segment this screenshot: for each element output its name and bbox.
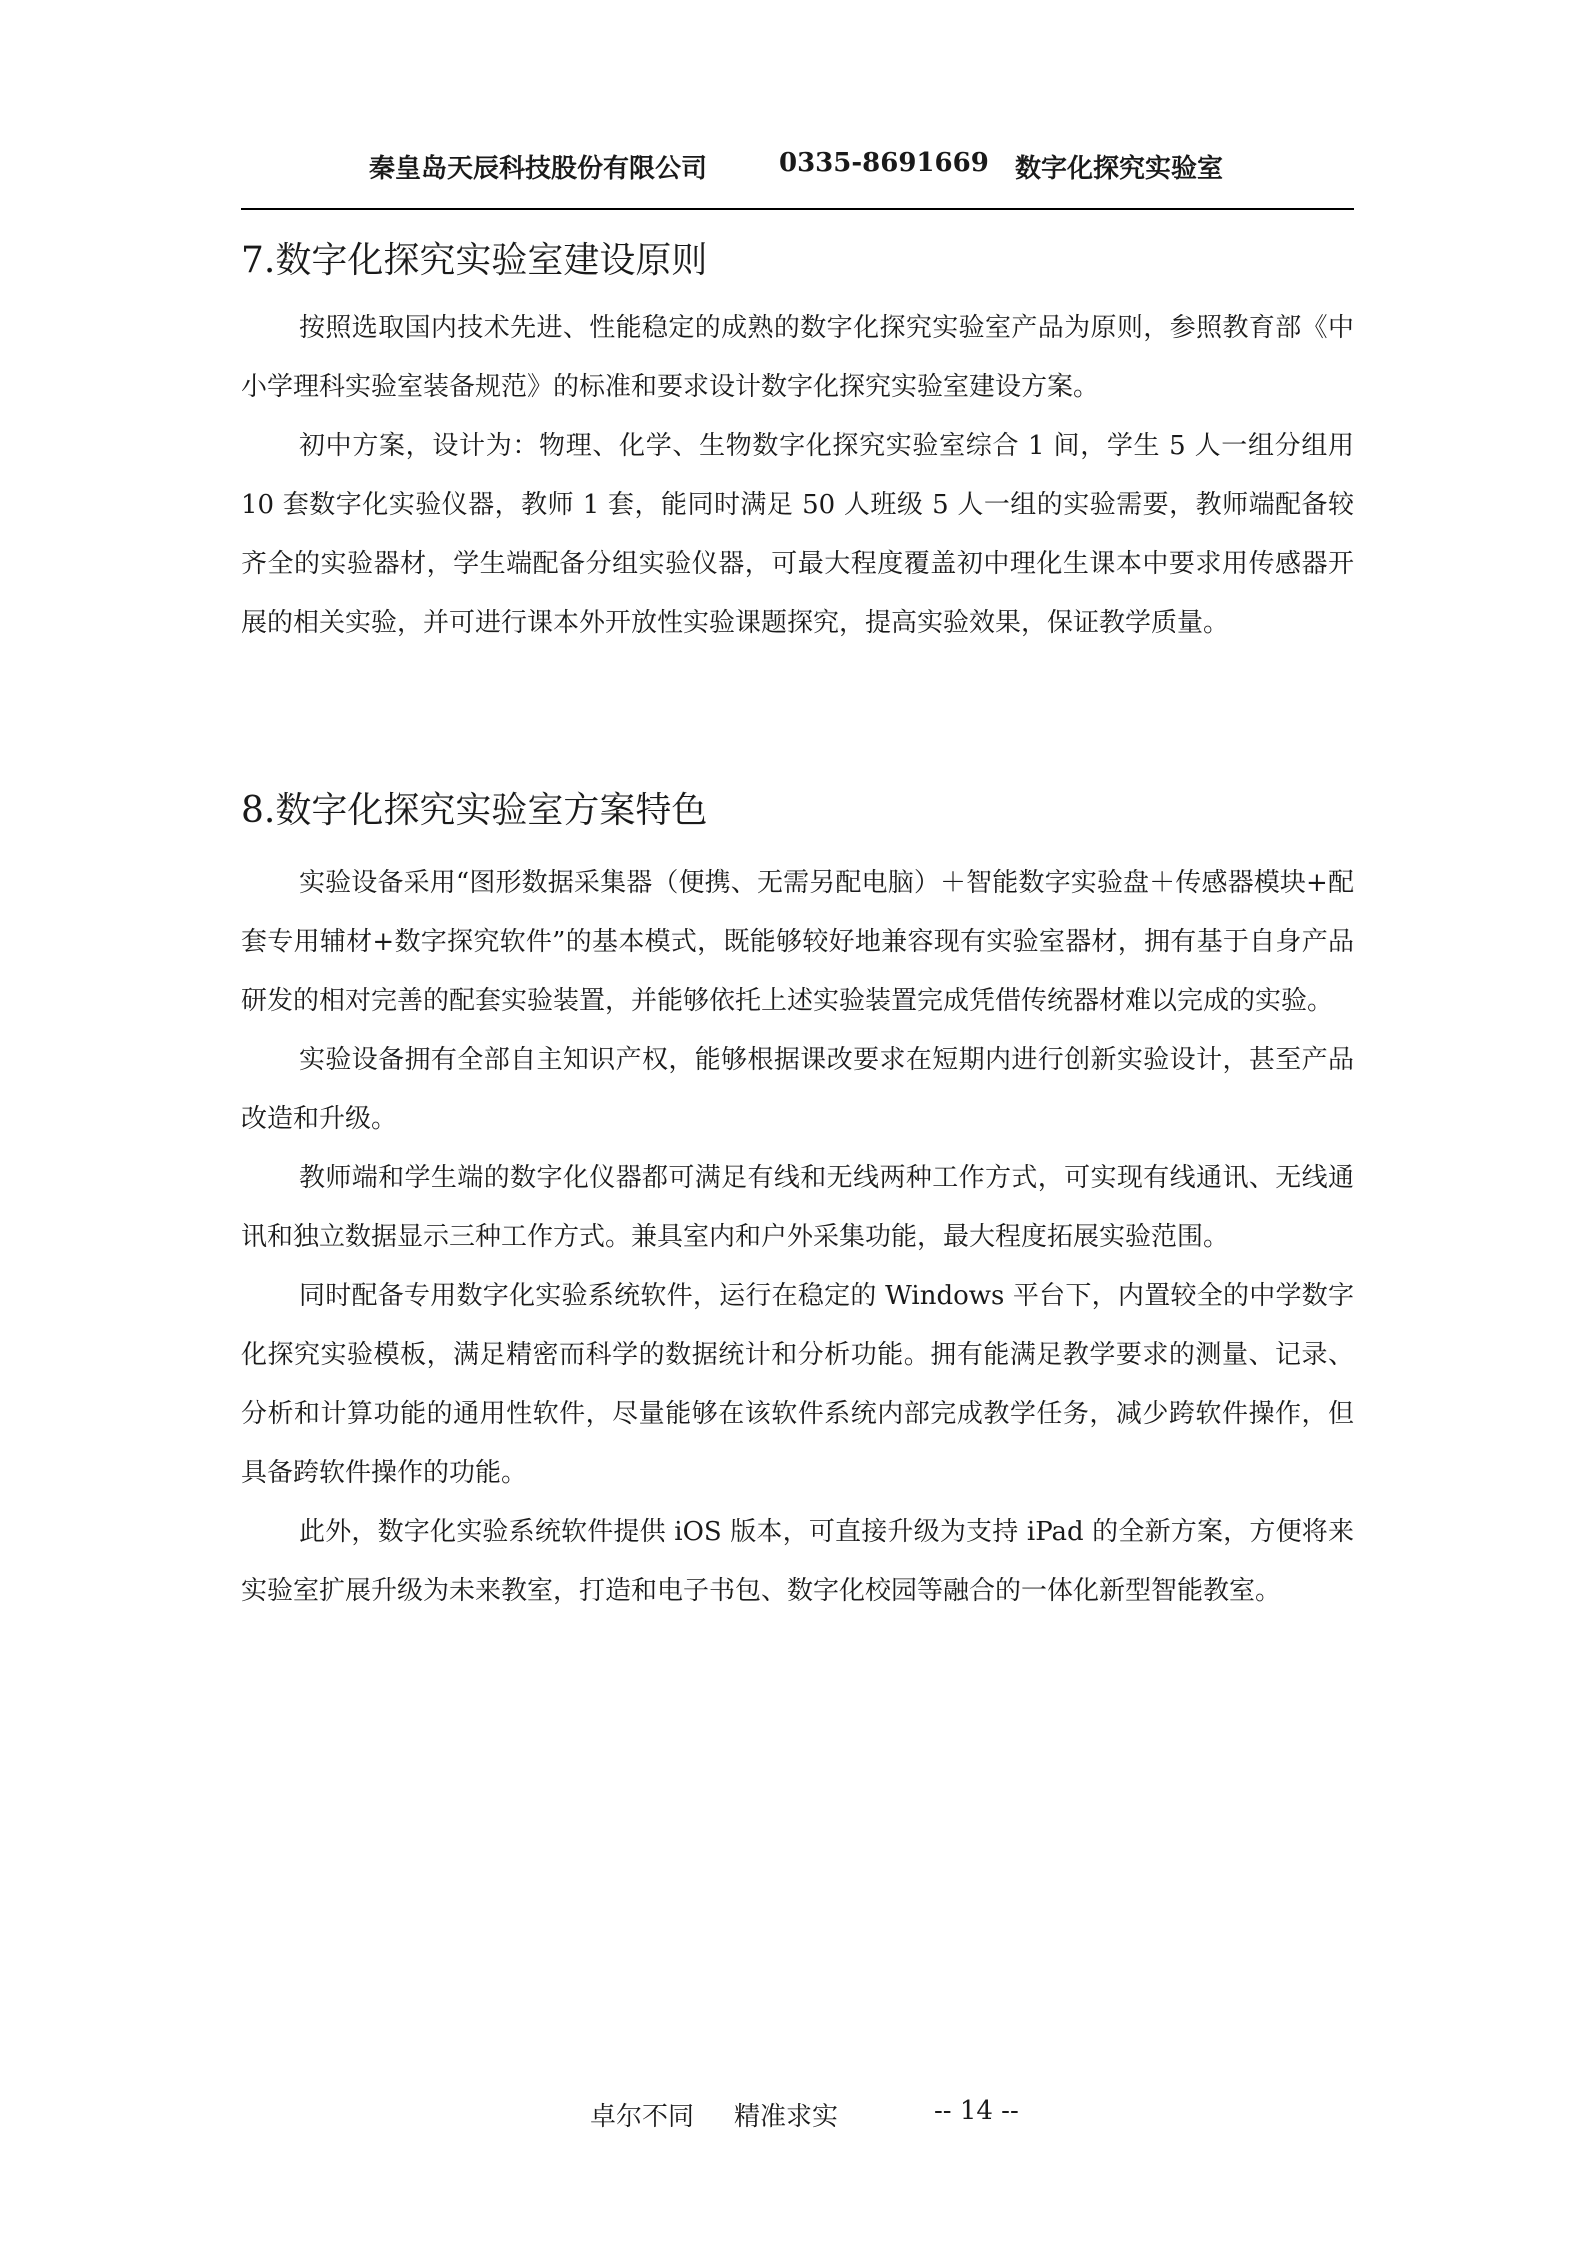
section-8-title: 8.数字化探究实验室方案特色 [241, 790, 708, 831]
paragraph: 此外，数字化实验系统软件提供 iOS 版本，可直接升级为支持 iPad 的全新方案，方便将来实验室扩展升级为未来教室，打造和电子书包、数字化校园等融合的一体化新型智能教室。 [241, 1517, 1354, 1606]
paragraph: 同时配备专用数字化实验系统软件，运行在稳定的 Windows 平台下，内置较全的中学数字化探究实验模板，满足精密而科学的数据统计和分析功能。拥有能满足教学要求的测量、记录、分析和计算功能的通用性软件，尽量能够在该软件系统内部完成教学任务，减少跨软件操作，但具备跨软件操作的功能。 [241, 1281, 1354, 1488]
footer-motto-2: 精准求实 [734, 2102, 839, 2132]
paragraph: 初中方案，设计为：物理、化学、生物数字化探究实验室综合 1 间，学生 5 人一组分组用 10 套数字化实验仪器，教师 1 套，能同时满足 50 人班级 5 人一组的实验需要，教师端配备较齐全的实验器材，学生端配备分组实验仪器，可最大程度覆盖初中理化生课本中要求用传感器开展的相关实验，并可进行课本外开放性实验课题探究，提高实验效果，保证教学质量。 [241, 431, 1354, 638]
header-company: 秦皇岛天辰科技股份有限公司 [369, 154, 708, 184]
section-7-title: 7.数字化探究实验室建设原则 [241, 240, 708, 281]
paragraph: 实验设备采用“图形数据采集器（便携、无需另配电脑）＋智能数字实验盘＋传感器模块+配套专用辅材+数字探究软件”的基本模式，既能够较好地兼容现有实验室器材，拥有基于自身产品研发的相对完善的配套实验装置，并能够依托上述实验装置完成凭借传统器材难以完成的实验。 [241, 868, 1354, 1016]
section-8-body [241, 854, 1354, 1621]
page-header [241, 140, 1354, 210]
header-phone: 0335-8691669 [779, 148, 989, 178]
section-7-body [241, 299, 1354, 653]
paragraph: 实验设备拥有全部自主知识产权，能够根据课改要求在短期内进行创新实验设计，甚至产品改造和升级。 [241, 1045, 1354, 1134]
paragraph: 教师端和学生端的数字化仪器都可满足有线和无线两种工作方式，可实现有线通讯、无线通讯和独立数据显示三种工作方式。兼具室内和户外采集功能，最大程度拓展实验范围。 [241, 1163, 1354, 1252]
footer-motto-1: 卓尔不同 [590, 2102, 695, 2132]
page-number: -- 14 -- [934, 2096, 1019, 2126]
paragraph: 按照选取国内技术先进、性能稳定的成熟的数字化探究实验室产品为原则，参照教育部《中小学理科实验室装备规范》的标准和要求设计数字化探究实验室建设方案。 [241, 313, 1354, 402]
header-title: 数字化探究实验室 [1015, 154, 1224, 184]
